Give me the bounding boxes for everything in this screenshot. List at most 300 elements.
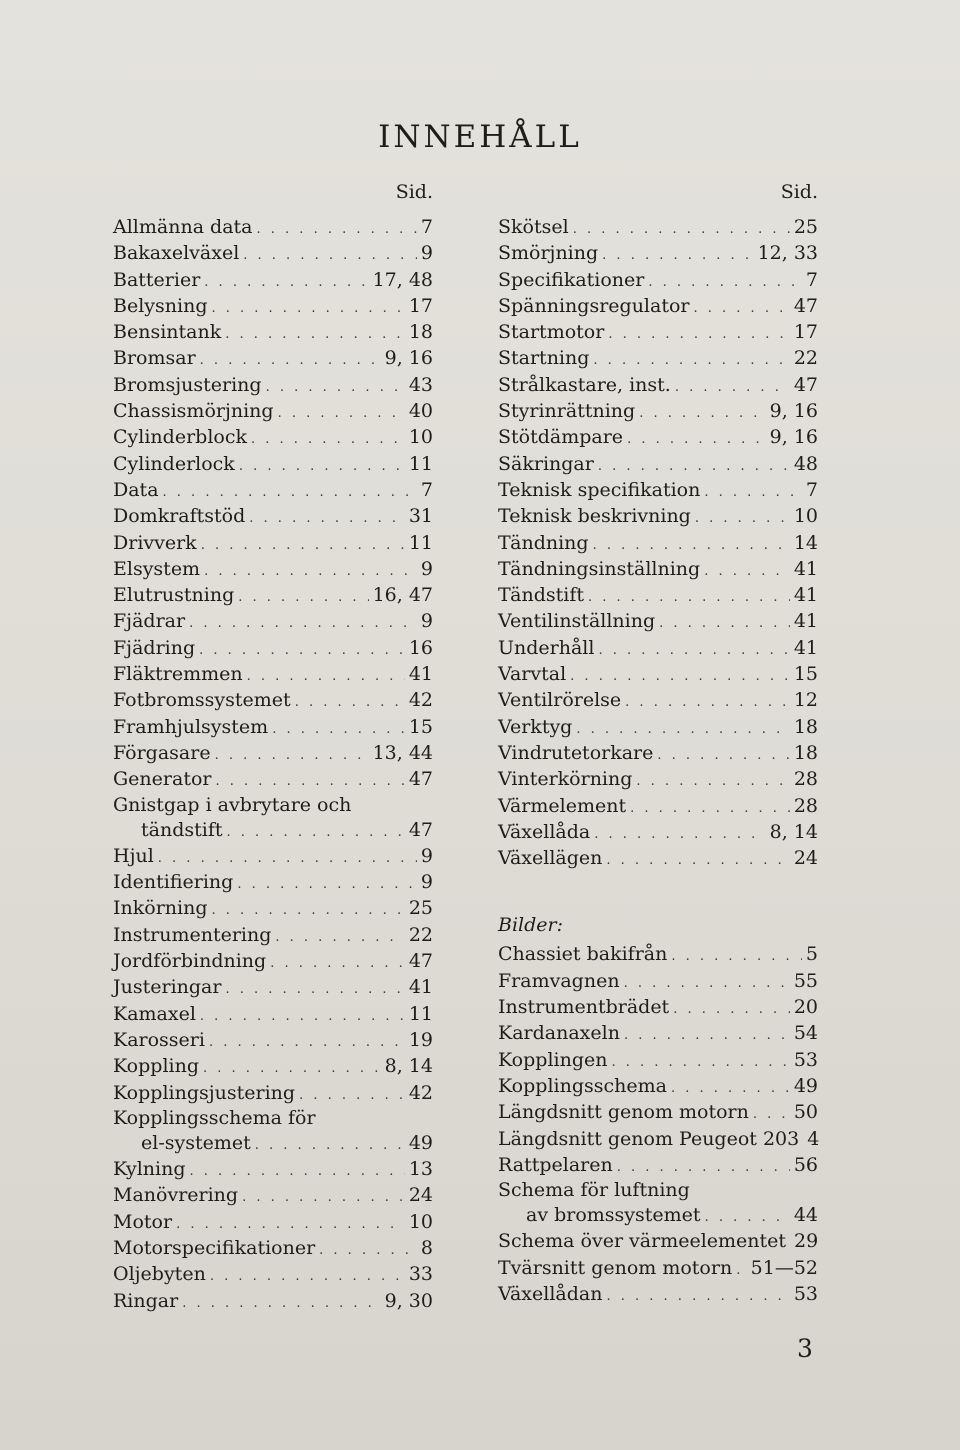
dot-leader [272, 717, 405, 743]
index-entry [498, 372, 818, 398]
dot-leader [199, 638, 405, 664]
index-entry [498, 968, 818, 994]
dot-leader [215, 769, 404, 795]
index-entry [113, 1261, 433, 1287]
dot-leader [295, 690, 405, 716]
entry-page-number: 18 [793, 715, 818, 738]
dot-leader [176, 1212, 405, 1238]
index-entry [113, 451, 433, 477]
dot-leader [611, 1050, 789, 1076]
entry-page-number: 9 [420, 610, 433, 633]
dot-leader [736, 1258, 746, 1284]
dot-leader [255, 1133, 405, 1159]
entry-page-number: 25 [793, 216, 818, 238]
index-entry [498, 1126, 818, 1152]
dot-leader [200, 348, 381, 374]
index-entry [498, 345, 818, 371]
entry-page-number: 41 [408, 663, 433, 686]
index-entry [498, 819, 818, 845]
entry-name: Längdsnitt genom Peugeot 203 [498, 1127, 800, 1150]
sid-label-left: Sid. [395, 181, 433, 203]
index-entry [113, 714, 433, 740]
dot-leader [242, 1185, 405, 1211]
entry-page-number: 10 [408, 1210, 433, 1233]
entry-name: Växellägen [498, 847, 603, 870]
index-entry [498, 793, 818, 819]
entry-name: Cylinderlock [113, 452, 235, 475]
entry-name: Elutrustning [113, 584, 235, 607]
dot-leader [671, 944, 802, 970]
entry-name: tändstift [141, 818, 223, 841]
index-entry-first-line: Schema för luftning [498, 1179, 690, 1202]
entry-page-number: 42 [408, 689, 433, 712]
page-number: 3 [797, 1334, 813, 1363]
index-entry [113, 1209, 433, 1235]
index-entry [113, 635, 433, 661]
entry-name: Justeringar [113, 976, 222, 999]
index-entry [498, 608, 818, 634]
dot-leader [200, 1004, 405, 1030]
dot-leader [602, 243, 753, 269]
entry-name: Domkraftstöd [113, 505, 246, 528]
dot-leader [639, 401, 765, 427]
entry-name: Ringar [113, 1289, 179, 1312]
entry-page-number: 28 [793, 794, 818, 817]
entry-page-number: 17 [793, 321, 818, 344]
entry-page-number: 15 [408, 715, 433, 738]
entry-page-number: 33 [408, 1263, 433, 1286]
entry-name: Startning [498, 347, 590, 370]
entry-page-number: 49 [408, 1131, 433, 1154]
index-entry [113, 1182, 433, 1208]
index-entry [498, 635, 818, 661]
dot-leader [576, 717, 789, 743]
index-entry [498, 1228, 818, 1254]
index-entry [113, 293, 433, 319]
entry-page-number: 31 [408, 505, 433, 528]
entry-name: Ventilinställning [498, 610, 656, 633]
entry-name: Bensintank [113, 321, 222, 344]
dot-leader [238, 585, 368, 611]
dot-leader [211, 296, 404, 322]
entry-page-number: 13 [408, 1158, 433, 1181]
entry-name: Chassiet bakifrån [498, 943, 668, 966]
index-entry [113, 740, 433, 766]
entry-name: Identifiering [113, 871, 234, 894]
index-entry [113, 1130, 433, 1156]
index-entry [498, 1202, 818, 1228]
entry-name: Generator [113, 768, 212, 791]
dot-leader [704, 559, 790, 585]
entry-name: Varvtal [498, 663, 567, 686]
entry-page-number: 41 [793, 636, 818, 659]
entry-name: Fotbromssystemet [113, 689, 291, 712]
entry-name: Strålkastare, inst. [498, 373, 671, 396]
entry-page-number: 9, 16 [769, 426, 818, 449]
entry-name: Belysning [113, 294, 208, 317]
index-entry [498, 766, 818, 792]
index-entry [113, 1235, 433, 1261]
entry-page-number: 8, 14 [384, 1055, 433, 1078]
entry-page-number: 11 [408, 452, 433, 475]
dot-leader [212, 898, 405, 924]
index-entry [498, 424, 818, 450]
entry-page-number: 11 [408, 1002, 433, 1025]
dot-leader [636, 769, 789, 795]
entry-name: Cylinderblock [113, 426, 247, 449]
entry-name: Vinterkörning [498, 768, 633, 791]
entry-name: Kylning [113, 1158, 186, 1181]
entry-name: Manövrering [113, 1184, 239, 1207]
entry-page-number: 41 [793, 610, 818, 633]
entry-page-number: 14 [793, 531, 818, 554]
entry-name: Koppling [113, 1055, 200, 1078]
dot-leader [237, 872, 417, 898]
entry-name: Värmelement [498, 794, 627, 817]
entry-name: Växellådan [498, 1282, 603, 1305]
entry-page-number: 41 [793, 584, 818, 607]
index-entry [498, 714, 818, 740]
dot-leader [257, 217, 417, 243]
entry-name: Oljebyten [113, 1263, 206, 1286]
entry-name: Verktyg [498, 715, 573, 738]
dot-leader [705, 1205, 790, 1231]
dot-leader [189, 611, 417, 637]
index-entry [498, 687, 818, 713]
entry-name: Allmänna data [113, 216, 253, 238]
index-entry [113, 214, 433, 240]
entry-name: Inkörning [113, 897, 208, 920]
index-entry [113, 974, 433, 1000]
entry-page-number: 47 [793, 294, 818, 317]
index-entry [113, 1080, 433, 1106]
index-entry [498, 398, 818, 424]
entry-name: Kopplingsjustering [113, 1081, 296, 1104]
entry-name: Längdsnitt genom motorn [498, 1101, 749, 1124]
dot-leader [225, 977, 404, 1003]
index-entry [113, 843, 433, 869]
dot-leader [570, 664, 790, 690]
dot-leader [275, 925, 404, 951]
entry-page-number: 8, 14 [769, 820, 818, 843]
dot-leader [630, 796, 790, 822]
entry-page-number: 10 [793, 505, 818, 528]
index-entry [113, 267, 433, 293]
dot-leader [594, 822, 765, 848]
dot-leader [606, 1284, 789, 1310]
dot-leader [588, 585, 790, 611]
index-entry [113, 240, 433, 266]
index-entry [113, 661, 433, 687]
index-column-left [113, 180, 433, 1314]
entry-name: Rattpelaren [498, 1153, 613, 1176]
index-entry [113, 1027, 433, 1053]
entry-name: Bromsar [113, 347, 196, 370]
index-entry [113, 948, 433, 974]
index-entry [498, 319, 818, 345]
entry-name: av bromssystemet [526, 1204, 701, 1227]
entry-page-number: 25 [408, 897, 433, 920]
dot-leader [753, 1102, 790, 1128]
entry-name: Chassismörjning [113, 400, 274, 423]
index-entry [498, 1255, 818, 1281]
index-entry [498, 556, 818, 582]
index-entry [498, 1020, 818, 1046]
entry-page-number: 22 [408, 923, 433, 946]
entry-page-number: 47 [408, 818, 433, 841]
entry-name: Bakaxelväxel [113, 242, 240, 265]
dot-leader [204, 270, 368, 296]
entry-name: Motor [113, 1210, 173, 1233]
entry-name: Underhåll [498, 636, 595, 659]
index-entry [498, 941, 818, 967]
entry-page-number: 8 [420, 1236, 433, 1259]
entry-page-number: 7 [805, 478, 818, 501]
index-entry [113, 1001, 433, 1027]
entry-page-number: 24 [408, 1184, 433, 1207]
dot-leader [158, 846, 417, 872]
index-entry [113, 372, 433, 398]
dot-leader [598, 454, 790, 480]
entry-name: Skötsel [498, 216, 569, 238]
entry-page-number: 41 [408, 976, 433, 999]
entry-name: Data [113, 478, 159, 501]
entry-page-number: 19 [408, 1028, 433, 1051]
dot-leader [249, 506, 405, 532]
dot-leader [278, 401, 405, 427]
index-entry [498, 740, 818, 766]
entry-name: Bromsjustering [113, 373, 262, 396]
index-entry [498, 845, 818, 871]
entry-name: Specifikationer [498, 268, 645, 291]
entry-page-number: 28 [793, 768, 818, 791]
dot-leader [190, 1159, 405, 1185]
index-entry [113, 869, 433, 895]
index-entry [498, 994, 818, 1020]
index-entry [113, 319, 433, 345]
index-entry [498, 1152, 818, 1178]
dot-leader [627, 427, 766, 453]
entry-page-number: 11 [408, 531, 433, 554]
index-entry [113, 477, 433, 503]
dot-leader [243, 243, 417, 269]
dot-leader [695, 506, 790, 532]
entry-name: Startmotor [498, 321, 605, 344]
dot-leader [239, 454, 405, 480]
entry-page-number: 9, 30 [384, 1289, 433, 1312]
entry-name: Tvärsnitt genom motorn [498, 1256, 733, 1279]
entry-page-number: 9 [420, 557, 433, 580]
entry-page-number: 17 [408, 294, 433, 317]
entry-page-number: 24 [793, 847, 818, 870]
entry-page-number: 7 [805, 268, 818, 291]
entry-page-number: 47 [408, 950, 433, 973]
entry-page-number: 49 [793, 1074, 818, 1097]
dot-leader [617, 1155, 790, 1181]
entry-page-number: 7 [420, 478, 433, 501]
index-entry [498, 267, 818, 293]
entry-page-number: 47 [408, 768, 433, 791]
entry-name: Kopplingen [498, 1048, 608, 1071]
entry-name: Schema över värmeelementet [498, 1230, 787, 1253]
index-entry [113, 1053, 433, 1079]
entry-name: Batterier [113, 268, 201, 291]
index-column-right [498, 180, 818, 1307]
entry-page-number: 16 [408, 636, 433, 659]
index-entry [498, 240, 818, 266]
dot-leader [270, 951, 405, 977]
index-entry [498, 451, 818, 477]
index-entry [113, 608, 433, 634]
dot-leader [209, 1030, 405, 1056]
dot-leader [215, 743, 369, 769]
entry-page-number: 54 [793, 1022, 818, 1045]
entry-page-number: 44 [793, 1204, 818, 1227]
entry-page-number: 47 [793, 373, 818, 396]
index-entry [498, 1099, 818, 1125]
entry-name: Fläktremmen [113, 663, 243, 686]
entry-name: Växellåda [498, 820, 591, 843]
entry-page-number: 43 [408, 373, 433, 396]
dot-leader [608, 322, 790, 348]
dot-leader [203, 1056, 381, 1082]
dot-leader [659, 611, 790, 637]
entry-name: Säkringar [498, 452, 594, 475]
entry-name: Stötdämpare [498, 426, 624, 449]
entry-name: Fjädring [113, 636, 196, 659]
bilder-heading: Bilder: [498, 914, 564, 937]
entry-page-number: 20 [793, 996, 818, 1019]
entry-name: Tändning [498, 531, 589, 554]
entry-page-number: 4 [807, 1127, 820, 1150]
dot-leader [204, 559, 417, 585]
dot-leader [163, 480, 417, 506]
entry-page-number: 10 [408, 426, 433, 449]
dot-leader [624, 971, 790, 997]
index-entry [498, 1073, 818, 1099]
index-entry [498, 293, 818, 319]
entry-page-number: 12, 33 [757, 242, 818, 265]
dot-leader [201, 533, 405, 559]
index-entry [498, 1047, 818, 1073]
entry-name: Jordförbindning [113, 950, 267, 973]
entry-name: Tändningsinställning [498, 557, 701, 580]
dot-leader [694, 296, 790, 322]
entry-page-number: 22 [793, 347, 818, 370]
entry-name: Motorspecifikationer [113, 1236, 316, 1259]
entry-page-number: 29 [794, 1230, 819, 1253]
dot-leader [675, 375, 790, 401]
entry-page-number: 53 [793, 1282, 818, 1305]
entry-page-number: 53 [793, 1048, 818, 1071]
dot-leader [606, 848, 789, 874]
entry-page-number: 51—52 [750, 1256, 818, 1279]
dot-leader [598, 638, 789, 664]
dot-leader [704, 480, 802, 506]
entry-name: Kopplingsschema [498, 1074, 667, 1097]
entry-name: Tändstift [498, 584, 584, 607]
entry-name: Teknisk specifikation [498, 478, 701, 501]
entry-name: Smörjning [498, 242, 599, 265]
index-entry [498, 1281, 818, 1307]
index-entry [113, 345, 433, 371]
dot-leader [593, 533, 790, 559]
page-title: INNEHÅLL [378, 118, 582, 155]
entry-page-number: 9, 16 [384, 347, 433, 370]
index-entry [113, 530, 433, 556]
dot-leader [266, 375, 405, 401]
entry-page-number: 16, 47 [372, 584, 433, 607]
index-entry [498, 214, 818, 240]
entry-page-number: 41 [793, 557, 818, 580]
entry-name: Teknisk beskrivning [498, 505, 691, 528]
entry-name: Spänningsregulator [498, 294, 690, 317]
index-entry [113, 398, 433, 424]
entry-name: Framhjulsystem [113, 715, 269, 738]
dot-leader [624, 1023, 790, 1049]
entry-page-number: 7 [420, 216, 433, 238]
entry-name: Kamaxel [113, 1002, 196, 1025]
index-entry [113, 503, 433, 529]
entry-page-number: 9 [420, 844, 433, 867]
dot-leader [657, 743, 789, 769]
entry-page-number: 15 [793, 663, 818, 686]
entry-page-number: 40 [408, 400, 433, 423]
entry-page-number: 42 [408, 1081, 433, 1104]
entry-page-number: 18 [793, 741, 818, 764]
entry-name: Ventilrörelse [498, 689, 622, 712]
index-entry [113, 424, 433, 450]
entry-page-number: 17, 48 [372, 268, 433, 291]
index-entry-first-line: Gnistgap i avbrytare och [113, 793, 352, 816]
index-entry [113, 922, 433, 948]
index-entry [113, 766, 433, 792]
index-entry [498, 530, 818, 556]
entry-page-number: 12 [793, 689, 818, 712]
index-entry [113, 556, 433, 582]
dot-leader [573, 217, 790, 243]
index-entry [498, 582, 818, 608]
entry-name: Karosseri [113, 1028, 205, 1051]
entry-name: el-systemet [141, 1131, 251, 1154]
entry-name: Styrinrättning [498, 400, 636, 423]
dot-leader [251, 427, 405, 453]
entry-name: Drivverk [113, 531, 197, 554]
entry-name: Hjul [113, 844, 154, 867]
entry-page-number: 9 [420, 242, 433, 265]
dot-leader [648, 270, 802, 296]
entry-page-number: 13, 44 [372, 741, 433, 764]
entry-page-number: 9 [420, 871, 433, 894]
entry-name: Förgasare [113, 741, 211, 764]
entry-name: Kardanaxeln [498, 1022, 620, 1045]
entry-name: Instrumentering [113, 923, 272, 946]
dot-leader [625, 690, 790, 716]
dot-leader [247, 664, 405, 690]
entry-page-number: 55 [793, 969, 818, 992]
bilder-entries [498, 941, 818, 1307]
entry-page-number: 5 [805, 943, 818, 966]
dot-leader [319, 1238, 417, 1264]
entry-name: Instrumentbrädet [498, 996, 670, 1019]
dot-leader [673, 997, 790, 1023]
entry-name: Framvagnen [498, 969, 620, 992]
index-entry [113, 895, 433, 921]
entry-page-number: 18 [408, 321, 433, 344]
entry-page-number: 50 [793, 1101, 818, 1124]
entry-page-number: 48 [793, 452, 818, 475]
index-entry-first-line: Kopplingsschema för [113, 1106, 316, 1129]
